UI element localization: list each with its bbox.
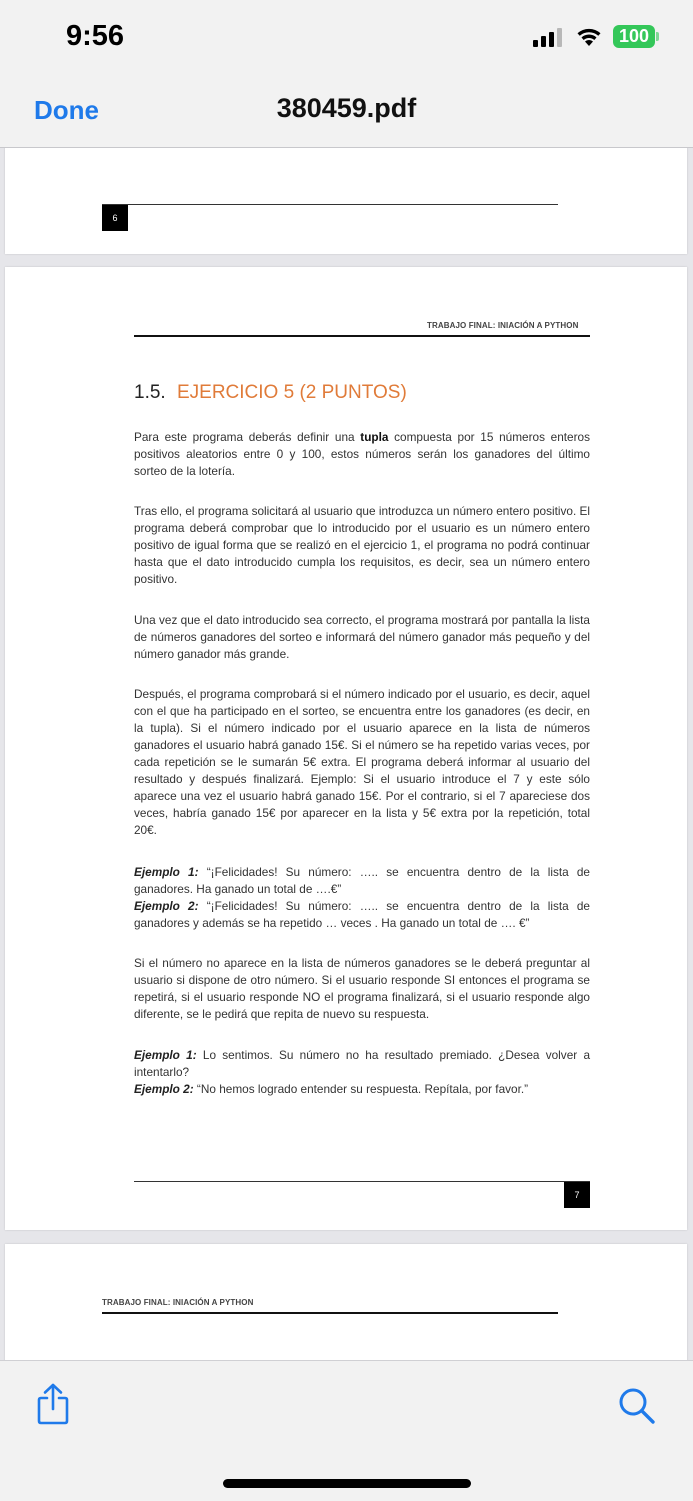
paragraph-1-text-a: Para este programa deberás definir una (134, 430, 361, 444)
examples-block-a (134, 864, 590, 932)
wifi-icon (574, 24, 604, 48)
section-number: 1.5. (134, 382, 166, 403)
example-label: Ejemplo 1: (134, 865, 199, 879)
example-label: Ejemplo 1: (134, 1048, 197, 1062)
battery-icon: 100 (613, 25, 655, 48)
footer-rule (134, 1181, 590, 1182)
example-line (134, 1047, 590, 1081)
paragraph-1 (134, 429, 590, 480)
paragraph-3 (134, 612, 590, 663)
example-line (134, 1081, 590, 1098)
pdf-page-previous (5, 148, 687, 254)
example-text: “¡Felicidades! Su número: ….. se encuentra dentro de la lista de ganadores y además se ha repetido … veces . Ha ganado un total de …. €” (134, 899, 590, 930)
pdf-page-current (5, 267, 687, 1230)
paragraph-1-bold: tupla (360, 430, 389, 444)
paragraph-3-text: Una vez que el dato introducido sea correcto, el programa mostrará por pantalla la lista de números ganadores del sorteo e informará del número ganador más pequeño y del número ganador más grande. (134, 613, 590, 661)
clock: 9:56 (66, 20, 125, 52)
section-heading (134, 382, 407, 404)
page-number-badge: 6 (102, 205, 128, 231)
paragraph-5 (134, 955, 590, 1023)
cellular-signal-icon (533, 27, 565, 47)
running-header: TRABAJO FINAL: INIACIÓN A PYTHON (427, 321, 579, 330)
paragraph-4 (134, 686, 590, 839)
example-label: Ejemplo 2: (134, 1082, 194, 1096)
example-text: “No hemos logrado entender su respuesta. Repítala, por favor.” (193, 1082, 529, 1096)
header-rule (102, 1312, 558, 1314)
home-indicator[interactable] (223, 1479, 471, 1488)
example-line (134, 864, 590, 898)
share-icon[interactable] (36, 1383, 70, 1425)
done-button[interactable]: Done (34, 95, 99, 125)
paragraph-4-text: Después, el programa comprobará si el número indicado por el usuario, es decir, aquel con el que ha participado en el sorteo, se encuentra entre los ganadores (es decir, en la tupla). Si el número indicado por el usuario aparece en la lista de números ganadores el usuario habrá ganado 15€. Si el número se ha repetido varias veces, por cada repetición se le sumarán 5€ extra. El programa deberá informar al usuario del resultado y después finalizará. Ejemplo: Si el usuario introduce el 7 y este sólo aparece una vez el usuario habrá ganado 15€. Por el contrario, si el 7 apareciese dos veces, habría ganado 15€ por aparecer en la lista y 5€ extra por la repetición, total 20€. (134, 687, 590, 837)
paragraph-2-text: Tras ello, el programa solicitará al usuario que introduzca un número entero positivo. El programa deberá comprobar que lo introducido por el usuario es un número entero positivo de igual forma que se realizó en el ejercicio 1, el programa no podrá continuar hasta que el dato introducido cumpla los requisitos, es decir, sea un número entero positivo. (134, 504, 590, 586)
examples-block-b (134, 1047, 590, 1098)
paragraph-5-text: Si el número no aparece en la lista de números ganadores se le deberá preguntar al usuario si dispone de otro número. Si el usuario responde SI entonces el programa se repetirá, si el usuario responde NO el programa finalizará, si el usuario responde algo diferente, se le pedirá que repita de nuevo su respuesta. (134, 956, 590, 1021)
paragraph-1-text-b: compuesta por 15 números enteros positivos aleatorios entre 0 y 100, estos números serán los ganadores del último sorteo de la lotería. (134, 430, 590, 478)
header-rule (134, 335, 590, 337)
example-label: Ejemplo 2: (134, 899, 199, 913)
running-header: TRABAJO FINAL: INIACIÓN A PYTHON (102, 1298, 254, 1307)
search-icon[interactable] (618, 1387, 656, 1425)
footer-rule (102, 204, 558, 205)
document-title: 380459.pdf (276, 93, 417, 123)
bottom-toolbar (0, 1360, 693, 1501)
battery-tip (656, 32, 659, 41)
example-line (134, 898, 590, 932)
page-number-badge: 7 (564, 1182, 590, 1208)
pdf-viewer[interactable] (0, 148, 693, 1360)
status-bar (0, 0, 693, 75)
section-title: EJERCICIO 5 (2 PUNTOS) (176, 382, 407, 403)
example-text: “¡Felicidades! Su número: ….. se encuentra dentro de la lista de ganadores. Ha ganado un total de ….€” (134, 865, 590, 896)
pdf-page-next (5, 1244, 687, 1360)
navigation-bar (0, 75, 693, 148)
example-text: Lo sentimos. Su número no ha resultado premiado. ¿Desea volver a intentarlo? (134, 1048, 591, 1079)
paragraph-2 (134, 503, 590, 588)
